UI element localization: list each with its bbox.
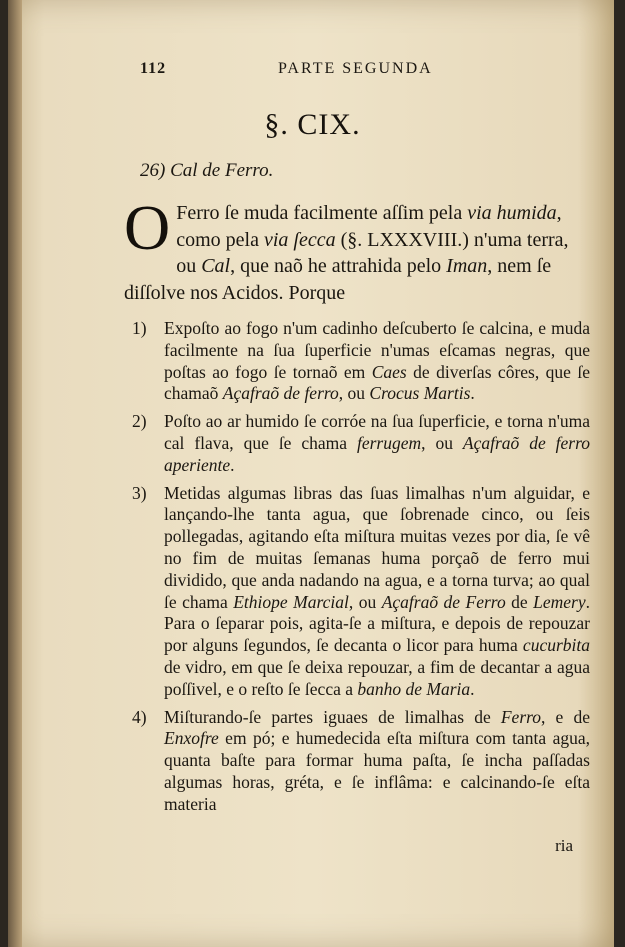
item-text: , ou bbox=[421, 432, 463, 453]
item-italic: Enxofre bbox=[164, 728, 219, 749]
item-number: 3) bbox=[132, 482, 147, 503]
item-italic: Ferro bbox=[500, 706, 542, 727]
page-header bbox=[140, 60, 470, 84]
catchword: ria bbox=[555, 836, 573, 855]
item-italic: Açafraõ de ferro bbox=[222, 383, 339, 404]
item-italic: Lemery bbox=[533, 591, 586, 612]
item-text: Miſturando-ſe partes iguaes de limalhas de bbox=[164, 706, 501, 727]
list-item bbox=[132, 707, 590, 816]
item-text: . bbox=[470, 383, 475, 404]
intro-italic: via ſecca bbox=[263, 228, 336, 251]
item-number: 2) bbox=[132, 411, 147, 432]
list-item bbox=[132, 318, 590, 405]
list-item bbox=[132, 411, 590, 476]
item-text: em pó; e humedecida eſta miſtura com tanta agua, quanta baſte para formar huma paſta, ſe incha paſſadas algumas horas, gréta, e ſe inflâma: e calcinando-ſe eſta materia bbox=[164, 728, 590, 814]
intro-italic: via humida bbox=[467, 202, 557, 224]
drop-cap: O bbox=[124, 192, 171, 263]
item-text: . bbox=[470, 678, 475, 699]
item-italic: banho de Maria bbox=[357, 678, 471, 699]
item-italic: Açafraõ de ferro aperiente bbox=[164, 432, 591, 475]
list-item bbox=[132, 483, 590, 701]
item-text: . Para o ſeparar pois, agita-ſe a miſtura, e depois de repouzar por alguns ſegundos, ſe decanta o licor para huma bbox=[164, 591, 591, 656]
item-text: Metidas algumas libras das ſuas limalhas n'um alguidar, e lançando-lhe tanta agua, que ſobrenade cinco, ou ſeis pollegadas, agitando eſta miſtura muitas vezes por dia, ſe vê no fim de muitas ſemanas huma porçaõ de ferro mui dividido, que anda nadando na agua, e a torna turva; ao qual ſe chama bbox=[164, 482, 590, 612]
item-text: , e de bbox=[541, 706, 590, 727]
item-text: . bbox=[230, 454, 235, 475]
item-text: , ou bbox=[338, 383, 370, 404]
item-text: de diverſas côres, que ſe chamaõ bbox=[164, 361, 590, 404]
item-text: , ou bbox=[348, 591, 382, 612]
item-text: de bbox=[505, 591, 534, 612]
page-number: 112 bbox=[140, 60, 167, 77]
intro-text: Ferro ſe muda facilmente aſſim pela bbox=[176, 202, 468, 224]
item-text: Expoſto ao fogo n'um cadinho deſcuberto ſe calcina, e muda facilmente na ſua ſuperficie n'umas eſcamas negras, que poſtas ao fogo ſe tornaõ em bbox=[164, 318, 590, 382]
item-text: de vidro, em que ſe deixa repouzar, a fim de decantar a agua poſſivel, e o reſto ſe ſecca a bbox=[164, 656, 590, 699]
section-title: §. CIX. bbox=[264, 108, 361, 141]
intro-italic: Cal bbox=[201, 255, 231, 277]
subheading: 26) Cal de Ferro. bbox=[140, 160, 274, 181]
intro-text: , que naõ he attrahida pelo bbox=[230, 255, 447, 277]
item-italic: cucurbita bbox=[522, 635, 590, 656]
item-text: Poſto ao ar humido ſe corróe na ſua ſuperficie, e torna n'uma cal flava, que ſe chama bbox=[164, 411, 590, 453]
intro-text: , como pela bbox=[176, 202, 562, 251]
intro-text: (§. LXXXVIII.) n'uma terra, ou bbox=[176, 228, 569, 277]
item-italic: Ethiope Marcial bbox=[233, 591, 349, 612]
running-head: PARTE SEGUNDA bbox=[278, 60, 433, 77]
item-italic: Crocus Martis bbox=[369, 383, 471, 404]
intro-italic: Iman bbox=[446, 255, 488, 277]
item-italic: ferrugem bbox=[356, 432, 422, 453]
intro-text: , nem ſe diſſolve nos Acidos. Porque bbox=[124, 255, 552, 304]
item-number: 4) bbox=[132, 706, 147, 727]
page-gutter bbox=[8, 0, 22, 947]
item-italic: Açafraõ de Ferro bbox=[381, 591, 506, 612]
item-number: 1) bbox=[132, 318, 147, 338]
item-italic: Caes bbox=[371, 361, 407, 382]
intro-paragraph bbox=[124, 192, 590, 306]
numbered-list bbox=[132, 318, 590, 822]
